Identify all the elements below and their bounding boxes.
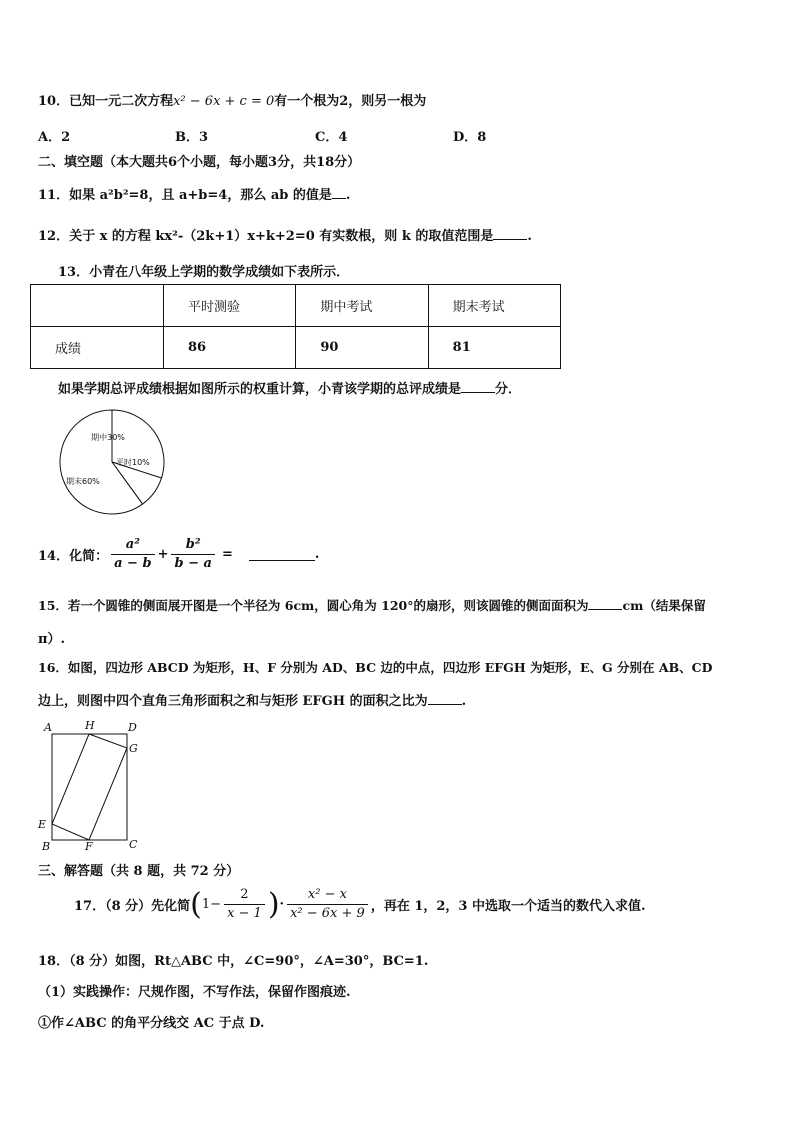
- q18-stem: 18．（8 分）如图，Rt△ABC 中，∠C=90°，∠A=30°，BC=1.: [38, 954, 429, 969]
- q17-paren-close: ): [267, 887, 280, 922]
- q14-blank: [249, 548, 315, 561]
- q15-line2: π）.: [38, 632, 66, 647]
- label-c: C: [129, 838, 138, 851]
- label-d: D: [128, 721, 137, 734]
- q13-blank: [461, 380, 495, 393]
- q14-equals: =: [221, 547, 233, 562]
- q10-option-b: B．3: [175, 130, 209, 145]
- table-cell-final: 81: [428, 327, 560, 369]
- q14-end: .: [314, 547, 320, 562]
- q12-text: 12．关于 x 的方程 kx²-（2k+1）x+k+2=0 有实数根，则 k 的取值范围是: [38, 229, 494, 244]
- q17-f2-num: x² − x: [287, 886, 368, 905]
- table-header-final: 期末考试: [428, 285, 560, 327]
- q16-line1: 16．如图，四边形 ABCD 为矩形，H、F 分别为 AD、BC 边的中点，四边形 EFGH 为矩形，E、G 分别在 AB、CD: [38, 660, 713, 675]
- q17-stem: [74, 886, 646, 923]
- pie-slice-label: 平时10%: [116, 458, 150, 467]
- table-header-midterm: 期中考试: [296, 285, 428, 327]
- q12-end: .: [527, 229, 532, 244]
- q10-equation: x² − 6x + c = 0: [173, 94, 275, 109]
- q15-blank: [588, 597, 622, 610]
- label-g: G: [129, 742, 138, 755]
- label-a: A: [44, 721, 52, 734]
- pie-slice-label: 期末60%: [66, 477, 100, 486]
- section3-title: 三、解答题（共 8 题，共 72 分）: [38, 864, 240, 879]
- q10-option-c: C．4: [315, 130, 348, 145]
- q16-end: .: [461, 694, 467, 709]
- q17-f1-num: 2: [224, 886, 265, 905]
- q14-label: 14．化简：: [38, 549, 109, 564]
- section2-title: 二、填空题（本大题共6个小题，每小题3分，共18分）: [38, 155, 361, 170]
- table-cell-label: 成绩: [31, 327, 164, 369]
- q14-f1-den: a − b: [114, 556, 152, 571]
- q14-plus: +: [157, 547, 169, 562]
- q13-stem: 13．小青在八年级上学期的数学成绩如下表所示．: [58, 265, 350, 280]
- table-header-quiz: 平时测验: [164, 285, 296, 327]
- rectangle-efgh: [52, 734, 127, 840]
- q17-text-post: ，再在 1，2，3 中选取一个适当的数代入求值.: [370, 899, 646, 914]
- q11-end: .: [345, 188, 351, 203]
- q17-f1-den: x − 1: [227, 906, 262, 921]
- q10-text-pre: 10．已知一元二次方程: [38, 94, 174, 109]
- q14-f2-num: b²: [171, 536, 214, 555]
- q17-f2-den: x² − 6x + 9: [290, 906, 365, 921]
- q16-text: 边上，则图中四个直角三角形面积之和与矩形 EFGH 的面积之比为: [38, 694, 428, 709]
- q16-blank: [428, 692, 462, 705]
- pie-slice-label: 期中30%: [91, 433, 125, 442]
- label-e: E: [38, 818, 47, 831]
- q18-part1: （1）实践操作：尺规作图，不写作法，保留作图痕迹.: [38, 985, 351, 1000]
- table-header-empty: [31, 285, 164, 327]
- table-row: [31, 285, 561, 327]
- q11-text: 11．如果 a²b²=8，且 a+b=4，那么 ab 的值是: [38, 188, 332, 203]
- q16-line2: [38, 690, 466, 709]
- rectangle-abcd: [52, 734, 127, 840]
- table-row: [31, 327, 561, 369]
- q12-stem: [38, 225, 532, 244]
- q10-option-a: A．2: [38, 130, 71, 145]
- q11-blank: [332, 186, 346, 199]
- q17-one: 1−: [201, 897, 222, 912]
- label-f: F: [85, 840, 93, 852]
- label-h: H: [85, 719, 95, 732]
- q16-rectangle-figure: [34, 718, 144, 852]
- q14-stem: [38, 536, 319, 573]
- q13-pie-chart: [56, 406, 168, 518]
- q12-blank: [493, 227, 527, 240]
- q13-score-table: [30, 284, 561, 369]
- q10-text-post: 有一个根为2，则另一根为: [274, 94, 427, 109]
- q10-option-d: D．8: [453, 130, 487, 145]
- q17-fraction-2: [287, 886, 368, 923]
- q14-fraction-1: [111, 536, 154, 573]
- q17-paren-open: (: [190, 887, 202, 922]
- q13-followup-text: 如果学期总评成绩根据如图所示的权重计算，小青该学期的总评成绩是: [58, 382, 462, 397]
- q10-stem: [38, 90, 426, 109]
- q11-stem: [38, 184, 350, 203]
- q14-f2-den: b − a: [174, 556, 212, 571]
- q15-text: 15．若一个圆锥的侧面展开图是一个半径为 6cm，圆心角为 120°的扇形，则该圆锥的侧面面积为: [38, 598, 589, 613]
- q14-f1-num: a²: [111, 536, 154, 555]
- q15-text-end: cm（结果保留: [622, 598, 706, 613]
- table-cell-quiz: 86: [164, 327, 296, 369]
- table-cell-midterm: 90: [296, 327, 428, 369]
- q15-line1: [38, 596, 706, 614]
- q13-followup-end: 分．: [495, 382, 522, 397]
- label-b: B: [42, 840, 51, 852]
- q17-dot: ·: [279, 897, 285, 912]
- q13-followup: [58, 378, 521, 397]
- q14-fraction-2: [171, 536, 214, 573]
- q18-step1: ①作∠ABC 的角平分线交 AC 于点 D.: [38, 1016, 265, 1031]
- q17-fraction-1: [224, 886, 265, 923]
- q17-label: 17．（8 分）先化简: [74, 899, 191, 914]
